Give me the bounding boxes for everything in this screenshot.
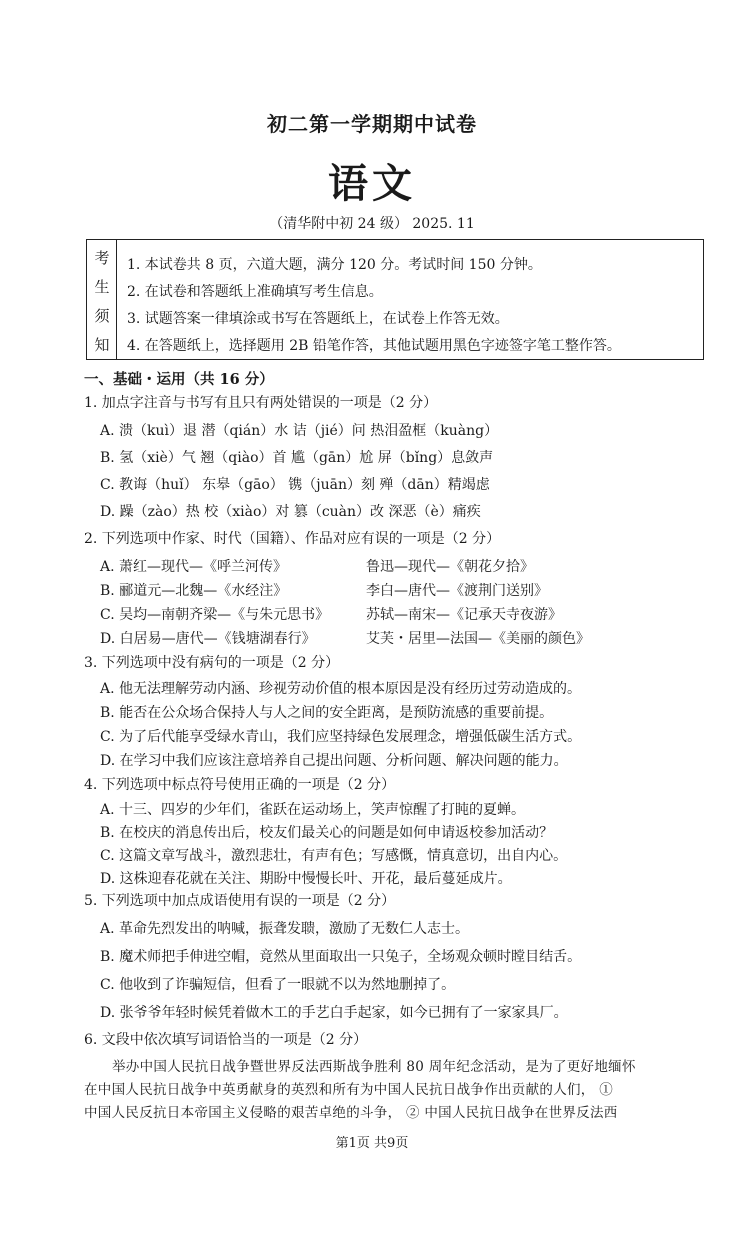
- question-option: B. 能否在公众场合保持人与人之间的安全距离，是预防流感的重要前提。: [100, 705, 554, 721]
- exam-title: 初二第一学期期中试卷: [267, 112, 477, 136]
- notice-side-char: 知: [94, 336, 110, 354]
- question-option: A. 溃（kuì）退 潜（qián）水 诘（jié）问 热泪盈框（kuàng）: [100, 423, 499, 439]
- question-stem: 3. 下列选项中没有病句的一项是（2 分）: [84, 655, 340, 671]
- question-stem: 5. 下列选项中加点成语使用有误的一项是（2 分）: [84, 893, 396, 909]
- question-option: D. 这株迎春花就在关注、期盼中慢慢长叶、开花，最后蔓延成片。: [100, 871, 512, 887]
- question-option: A. 他无法理解劳动内涵、珍视劳动价值的根本原因是没有经历过劳动造成的。: [100, 681, 582, 697]
- question-option: B. 魔术师把手伸进空帽，竟然从里面取出一只兔子，全场观众顿时瞠目结舌。: [100, 949, 582, 965]
- notice-rule: 4. 在答题纸上，选择题用 2B 铅笔作答，其他试题用黑色字迹签字笔工整作答。: [127, 338, 621, 354]
- question-option: A. 萧红—现代—《呼兰河传》: [100, 559, 288, 575]
- question-option: D. 白居易—唐代—《钱塘湖春行》: [100, 631, 316, 647]
- passage-line: 中国人民反抗日本帝国主义侵略的艰苦卓绝的斗争， ② 中国人民抗日战争在世界反法西: [84, 1105, 618, 1121]
- question-option: B. 氢（xiè）气 翘（qiào）首 尴（gān）尬 屏（bǐng）息敛声: [100, 450, 494, 466]
- question-stem: 2. 下列选项中作家、时代（国籍）、作品对应有误的一项是（2 分）: [84, 531, 501, 547]
- question-option: D. 在学习中我们应该注意培养自己提出问题、分析问题、解决问题的能力。: [100, 753, 568, 769]
- question-option: D. 张爷爷年轻时候凭着做木工的手艺白手起家，如今已拥有了一家家具厂。: [100, 1005, 568, 1021]
- question-option: C. 为了后代能享受绿水青山，我们应坚持绿色发展理念，增强低碳生活方式。: [100, 729, 582, 745]
- question-option: A. 革命先烈发出的呐喊，振聋发聩，激励了无数仁人志士。: [100, 921, 470, 937]
- notice-side-char: 须: [94, 307, 110, 325]
- question-option: B. 在校庆的消息传出后，校友们最关心的问题是如何申请返校参加活动？: [100, 825, 554, 841]
- notice-rule: 1. 本试卷共 8 页，六道大题，满分 120 分。考试时间 150 分钟。: [127, 257, 542, 273]
- question-option: 鲁迅—现代—《朝花夕拾》: [366, 559, 534, 575]
- notice-side-char: 考: [94, 249, 110, 267]
- exam-meta: （清华附中初 24 级） 2025. 11: [269, 216, 475, 232]
- passage-line: 在中国人民抗日战争中英勇献身的英烈和所有为中国人民抗日战争作出贡献的人们， ①: [84, 1082, 613, 1098]
- question-option: A. 十三、四岁的少年们，雀跃在运动场上，笑声惊醒了打盹的夏蝉。: [100, 802, 526, 818]
- question-stem: 1. 加点字注音与书写有且只有两处错误的一项是（2 分）: [84, 395, 438, 411]
- notice-rule: 2. 在试卷和答题纸上准确填写考生信息。: [127, 284, 383, 300]
- notice-side-label: [87, 240, 117, 359]
- question-option: B. 郦道元—北魏—《水经注》: [100, 583, 288, 599]
- passage-line: 举办中国人民抗日战争暨世界反法西斯战争胜利 80 周年纪念活动，是为了更好地缅怀: [112, 1059, 636, 1075]
- candidate-notice-box: [86, 239, 704, 360]
- question-option: 李白—唐代—《渡荆门送别》: [366, 583, 548, 599]
- notice-side-char: 生: [94, 278, 110, 296]
- question-option: 艾芙・居里—法国—《美丽的颜色》: [366, 631, 590, 647]
- page-footer: 第1页 共9页: [335, 1136, 409, 1151]
- question-option: C. 教诲（huǐ） 东皋（gāo） 镌（juān）刻 殚（dān）精竭虑: [100, 477, 490, 493]
- question-option: C. 这篇文章写战斗，激烈悲壮，有声有色；写感慨，情真意切，出自内心。: [100, 848, 568, 864]
- notice-rule: 3. 试题答案一律填涂或书写在答题纸上，在试卷上作答无效。: [127, 311, 509, 327]
- question-stem: 4. 下列选项中标点符号使用正确的一项是（2 分）: [84, 777, 396, 793]
- question-option: C. 他收到了诈骗短信，但看了一眼就不以为然地删掉了。: [100, 977, 456, 993]
- subject-title: 语文: [328, 160, 416, 207]
- question-option: 苏轼—南宋—《记承天寺夜游》: [366, 607, 562, 623]
- section-heading: 一、基础・运用（共 16 分）: [84, 371, 274, 388]
- question-option: C. 吴均—南朝齐梁—《与朱元思书》: [100, 607, 330, 623]
- question-option: D. 躁（zào）热 校（xiào）对 篡（cuàn）改 深恶（è）痛疾: [100, 504, 481, 520]
- question-stem: 6. 文段中依次填写词语恰当的一项是（2 分）: [84, 1032, 368, 1048]
